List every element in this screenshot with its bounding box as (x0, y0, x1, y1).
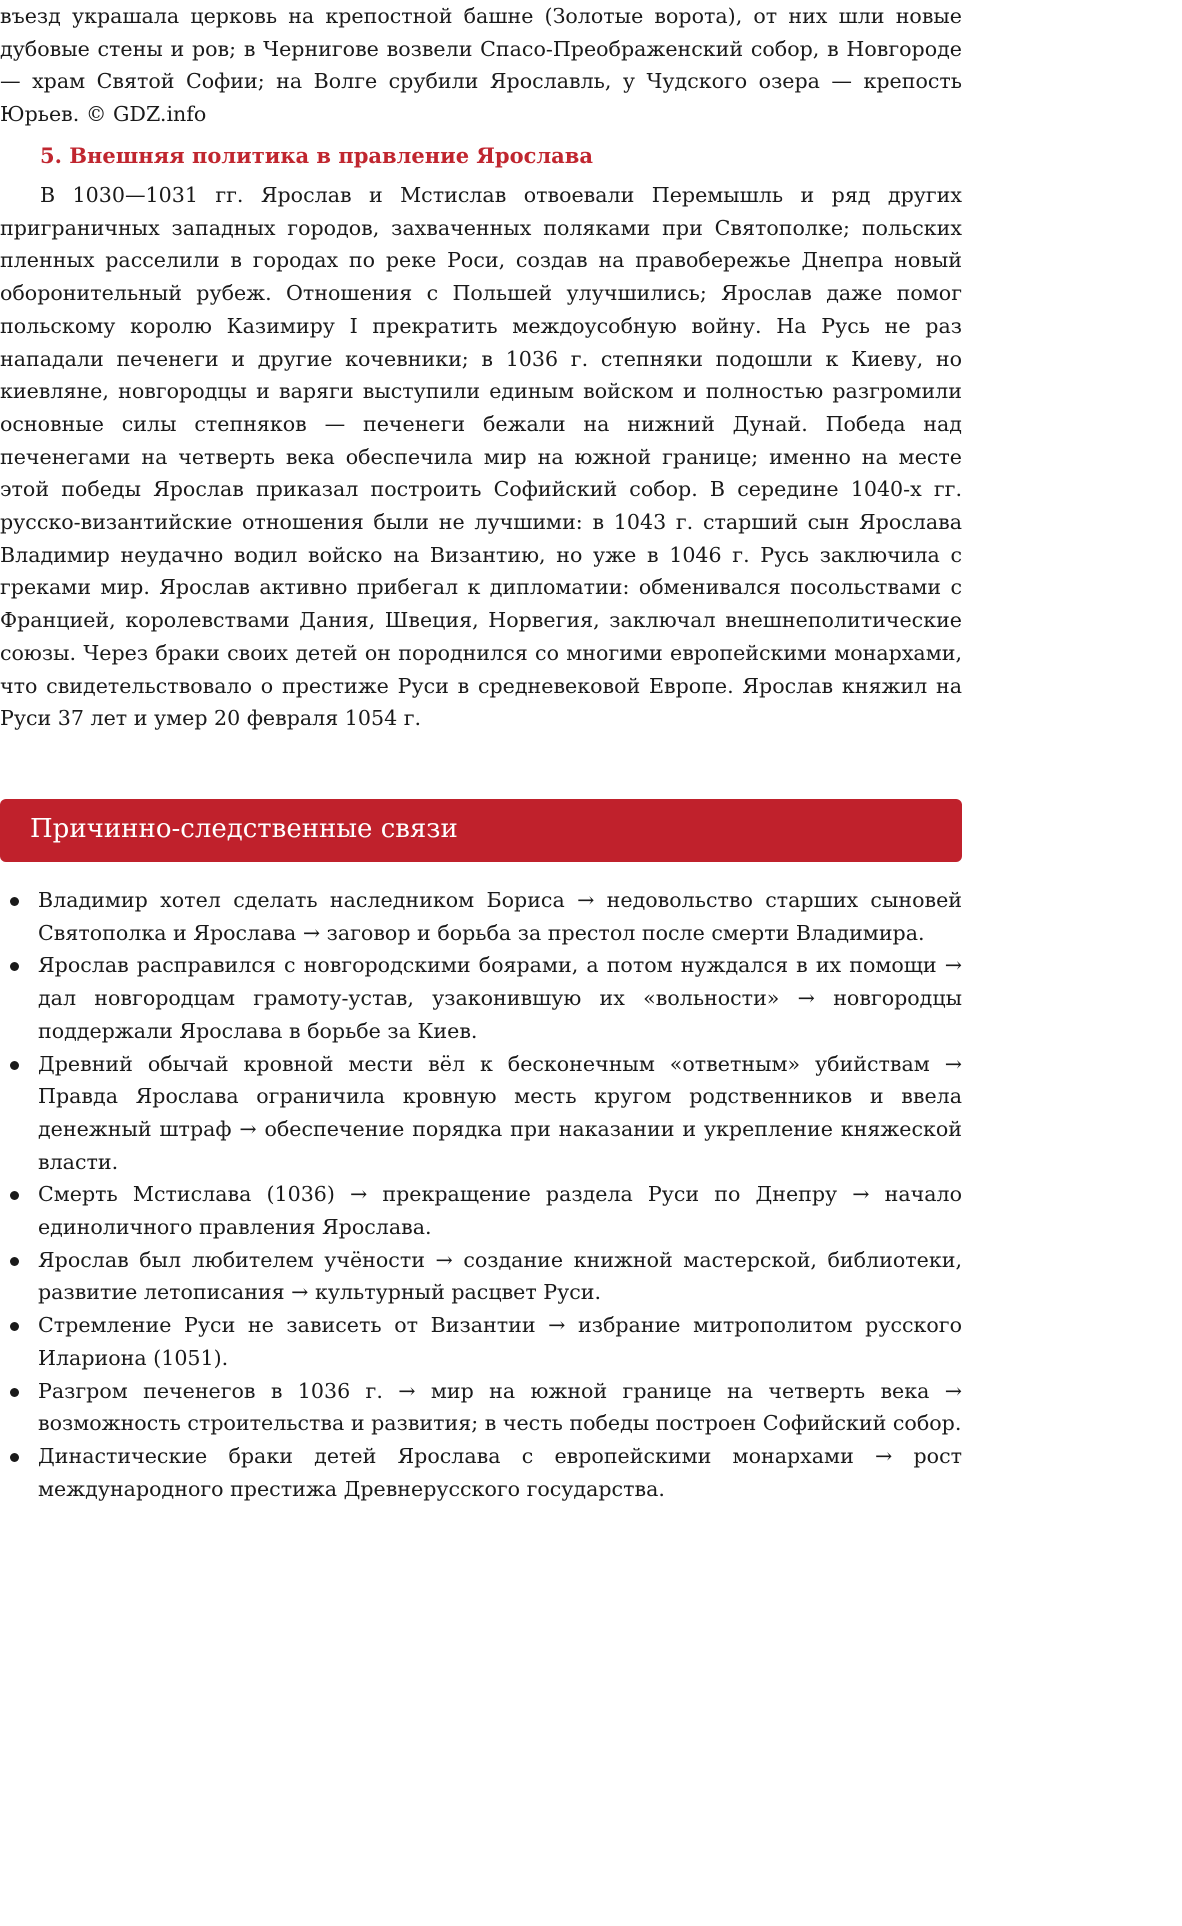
bullet-icon (10, 962, 19, 971)
list-item (0, 1375, 962, 1440)
causal-links-list (0, 884, 962, 1505)
list-item-text: Династические браки детей Ярослава с европейскими монархами → рост международного престижа Древнерусского государства. (38, 1443, 962, 1501)
bullet-icon (10, 1257, 19, 1266)
banner-title: Причинно-следственные связи (30, 814, 458, 844)
list-item-text: Ярослав расправился с новгородскими боярами, а потом нуждался в их помощи → дал новгородцам грамоту-устав, узаконившую их «вольности» → новгородцы поддержали Ярослава в борьбе за Киев. (38, 953, 962, 1043)
bullet-icon (10, 1191, 19, 1200)
bullet-icon (10, 1453, 19, 1462)
bullet-icon (10, 1061, 19, 1070)
list-item (0, 884, 962, 949)
list-item (0, 949, 962, 1047)
list-item-text: Ярослав был любителем учёности → создание книжной мастерской, библиотеки, развитие летописания → культурный расцвет Руси. (38, 1247, 962, 1305)
list-item-text: Смерть Мстислава (1036) → прекращение раздела Руси по Днепру → начало единоличного правления Ярослава. (38, 1182, 962, 1240)
bullet-icon (10, 897, 19, 906)
list-item (0, 1440, 962, 1505)
section-body-paragraph: В 1030—1031 гг. Ярослав и Мстислав отвоевали Перемышль и ряд других приграничных западных городов, захваченных поляками при Святополке; польских пленных расселили в городах по реке Роси, создав на правобережье Днепра новый оборонительный рубеж. Отношения с Польшей улучшились; Ярослав даже помог польскому королю Казимиру I прекратить междоусобную войну. На Русь не раз нападали печенеги и другие кочевники; в 1036 г. степняки подошли к Киеву, но киевляне, новгородцы и варяги выступили единым войском и полностью разгромили основные силы степняков — печенеги бежали на нижний Дунай. Победа над печенегами на четверть века обеспечила мир на южной границе; именно на месте этой победы Ярослав приказал построить Софийский собор. В середине 1040-х гг. русско-византийские отношения были не лучшими: в 1043 г. старший сын Ярослава Владимир неудачно водил войско на Византию, но уже в 1046 г. Русь заключила с греками мир. Ярослав активно прибегал к дипломатии: обменивался посольствами с Францией, королевствами Дания, Швеция, Норвегия, заключал внешнеполитические союзы. Через браки своих детей он породнился со многими европейскими монархами, что свидетельствовало о престиже Руси в средневековой Европе. Ярослав княжил на Руси 37 лет и умер 20 февраля 1054 г. (0, 183, 962, 731)
list-item (0, 1048, 962, 1179)
section-heading: 5. Внешняя политика в правление Ярослава (40, 143, 593, 168)
list-item (0, 1309, 962, 1374)
intro-paragraph: въезд украшала церковь на крепостной башне (Золотые ворота), от них шли новые дубовые стены и ров; в Чернигове возвели Спасо-Преображенский собор, в Новгороде — храм Святой Софии; на Волге срубили Ярославль, у Чудского озера — крепость Юрьев. © GDZ.info (0, 4, 962, 127)
bullet-icon (10, 1388, 19, 1397)
causal-links-banner (0, 799, 962, 862)
bullet-icon (10, 1322, 19, 1331)
list-item (0, 1178, 962, 1243)
list-item-text: Владимир хотел сделать наследником Бориса → недовольство старших сыновей Святополка и Ярослава → заговор и борьба за престол после смерти Владимира. (38, 888, 962, 945)
list-item-text: Разгром печенегов в 1036 г. → мир на южной границе на четверть века → возможность строительства и развития; в честь победы построен Софийский собор. (38, 1378, 962, 1436)
list-item-text: Древний обычай кровной мести вёл к бесконечным «ответным» убийствам → Правда Ярослава ограничила кровную месть кругом родственников и ввела денежный штраф → обеспечение порядка при наказании и укрепление княжеской власти. (38, 1051, 962, 1174)
list-item (0, 1244, 962, 1309)
list-item-text: Стремление Руси не зависеть от Византии → избрание митрополитом русского Илариона (1051). (38, 1313, 962, 1370)
